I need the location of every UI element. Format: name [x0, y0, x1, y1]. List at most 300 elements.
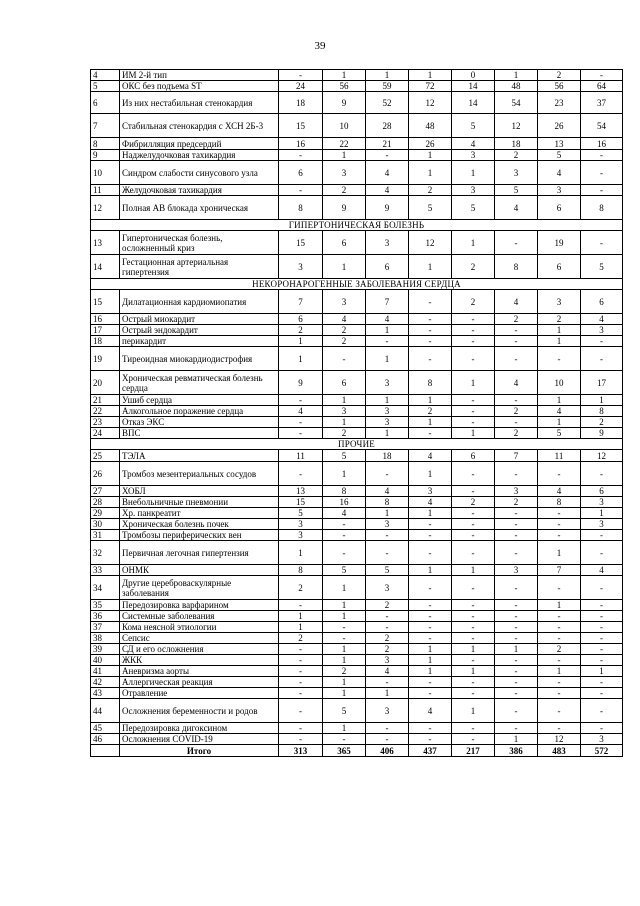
value-cell: 2 [366, 600, 409, 611]
value-cell: - [581, 723, 623, 734]
value-cell: - [279, 185, 323, 196]
table-row [91, 462, 623, 486]
value-cell: 2 [279, 576, 323, 600]
diagnosis-name: Системные заболевания [120, 611, 279, 622]
value-cell: 2 [366, 644, 409, 655]
value-cell: - [581, 699, 623, 723]
value-cell: 5 [323, 565, 366, 576]
value-cell: - [538, 519, 581, 530]
section-title: НЕКОРОНАРОГЕННЫЕ ЗАБОЛЕВАНИЯ СЕРДЦА [91, 279, 623, 290]
total-row [91, 745, 623, 757]
row-number: 23 [91, 417, 120, 428]
value-cell: - [279, 666, 323, 677]
value-cell: 1 [279, 541, 323, 565]
value-cell: - [452, 723, 495, 734]
value-cell: 2 [581, 417, 623, 428]
value-cell: - [323, 633, 366, 644]
value-cell: 1 [366, 428, 409, 439]
value-cell: 3 [366, 655, 409, 666]
value-cell: 1 [323, 395, 366, 406]
value-cell: 16 [581, 138, 623, 150]
section-title: ГИПЕРТОНИЧЕСКАЯ БОЛЕЗНЬ [91, 220, 623, 231]
value-cell: - [495, 655, 538, 666]
value-cell: 4 [366, 314, 409, 325]
value-cell: 3 [323, 161, 366, 185]
value-cell: - [409, 519, 452, 530]
diagnosis-name: Отказ ЭКС [120, 417, 279, 428]
value-cell: 12 [581, 450, 623, 462]
value-cell: - [495, 417, 538, 428]
row-number: 16 [91, 314, 120, 325]
value-cell: 56 [538, 81, 581, 92]
value-cell: - [366, 622, 409, 633]
diagnosis-name: Внебольничные пневмонии [120, 497, 279, 508]
value-cell: 4 [538, 161, 581, 185]
value-cell: - [452, 417, 495, 428]
value-cell: 28 [366, 114, 409, 138]
value-cell: 3 [323, 406, 366, 417]
value-cell: 15 [279, 114, 323, 138]
table-body [91, 70, 623, 757]
value-cell: 5 [409, 196, 452, 220]
value-cell: 217 [452, 745, 495, 757]
value-cell: - [452, 611, 495, 622]
diagnosis-name: Полная АВ блокада хроническая [120, 196, 279, 220]
value-cell: - [538, 462, 581, 486]
value-cell: 3 [581, 734, 623, 745]
diagnosis-name: Отравление [120, 688, 279, 699]
value-cell: - [452, 336, 495, 347]
value-cell: 2 [323, 185, 366, 196]
value-cell: - [495, 541, 538, 565]
value-cell: - [409, 290, 452, 314]
value-cell: 18 [279, 92, 323, 114]
value-cell: - [409, 541, 452, 565]
section-header-row [91, 220, 623, 231]
value-cell: - [279, 699, 323, 723]
value-cell: 3 [323, 290, 366, 314]
diagnosis-name: Стабильная стенокардия с ХСН 2Б-3 [120, 114, 279, 138]
diagnosis-name: ТЭЛА [120, 450, 279, 462]
value-cell: 6 [279, 314, 323, 325]
row-number: 10 [91, 161, 120, 185]
diagnosis-name: Из них нестабильная стенокардия [120, 92, 279, 114]
value-cell: 1 [452, 644, 495, 655]
value-cell: 15 [279, 231, 323, 255]
value-cell: - [581, 70, 623, 81]
value-cell: 56 [323, 81, 366, 92]
table-row [91, 565, 623, 576]
value-cell: - [409, 611, 452, 622]
value-cell: - [409, 622, 452, 633]
value-cell: - [581, 462, 623, 486]
value-cell: 1 [409, 666, 452, 677]
value-cell: 4 [581, 314, 623, 325]
value-cell: - [581, 576, 623, 600]
value-cell: 2 [323, 428, 366, 439]
row-number: 6 [91, 92, 120, 114]
statistics-table [90, 69, 623, 757]
row-number: 9 [91, 150, 120, 161]
value-cell: 1 [323, 688, 366, 699]
value-cell: 1 [323, 462, 366, 486]
table-row [91, 255, 623, 279]
table-row [91, 196, 623, 220]
row-number: 41 [91, 666, 120, 677]
value-cell: 5 [538, 428, 581, 439]
value-cell: 1 [538, 417, 581, 428]
value-cell: - [495, 677, 538, 688]
table-row [91, 541, 623, 565]
value-cell: 2 [538, 70, 581, 81]
value-cell: 1 [409, 395, 452, 406]
diagnosis-name: Осложнения беременности и родов [120, 699, 279, 723]
row-number: 5 [91, 81, 120, 92]
value-cell: 4 [452, 138, 495, 150]
table-row [91, 290, 623, 314]
value-cell: 1 [409, 161, 452, 185]
table-row [91, 633, 623, 644]
value-cell: - [323, 519, 366, 530]
diagnosis-name: Передозировка варфарином [120, 600, 279, 611]
value-cell: 5 [279, 508, 323, 519]
value-cell: - [452, 406, 495, 417]
value-cell: 9 [581, 428, 623, 439]
table-row [91, 114, 623, 138]
row-number: 22 [91, 406, 120, 417]
value-cell: 1 [452, 161, 495, 185]
value-cell: 2 [495, 314, 538, 325]
diagnosis-name: Первичная легочная гипертензия [120, 541, 279, 565]
value-cell: 2 [495, 150, 538, 161]
value-cell: - [452, 395, 495, 406]
value-cell: - [366, 530, 409, 541]
diagnosis-name: Кома неясной этиологии [120, 622, 279, 633]
value-cell: - [409, 600, 452, 611]
value-cell: - [279, 644, 323, 655]
value-cell: 48 [409, 114, 452, 138]
row-number: 21 [91, 395, 120, 406]
value-cell: 1 [409, 565, 452, 576]
diagnosis-name: Хроническая ревматическая болезнь сердца [120, 371, 279, 395]
value-cell: - [366, 462, 409, 486]
value-cell: - [495, 530, 538, 541]
diagnosis-name: Хр. панкреатит [120, 508, 279, 519]
value-cell: 5 [452, 114, 495, 138]
diagnosis-name: Фибрилляция предсердий [120, 138, 279, 150]
value-cell: 64 [581, 81, 623, 92]
value-cell: 1 [538, 325, 581, 336]
value-cell: 2 [495, 406, 538, 417]
row-number: 15 [91, 290, 120, 314]
diagnosis-name: ХОБЛ [120, 486, 279, 497]
table-row [91, 138, 623, 150]
value-cell: 8 [581, 406, 623, 417]
value-cell: - [538, 688, 581, 699]
value-cell: - [452, 462, 495, 486]
value-cell: - [581, 688, 623, 699]
diagnosis-name: Аллергическая реакция [120, 677, 279, 688]
value-cell: 9 [366, 196, 409, 220]
value-cell: 1 [323, 70, 366, 81]
diagnosis-name: ОКС без подъема ST [120, 81, 279, 92]
table-row [91, 508, 623, 519]
value-cell: 2 [538, 314, 581, 325]
value-cell: - [323, 347, 366, 371]
value-cell: - [581, 336, 623, 347]
value-cell: 14 [452, 81, 495, 92]
value-cell: 2 [495, 428, 538, 439]
value-cell: 9 [279, 371, 323, 395]
value-cell: 3 [495, 565, 538, 576]
diagnosis-name: Гестационная артериальная гипертензия [120, 255, 279, 279]
row-number [91, 745, 120, 757]
value-cell: - [495, 688, 538, 699]
value-cell: 8 [279, 196, 323, 220]
value-cell: - [323, 530, 366, 541]
value-cell: 4 [538, 406, 581, 417]
table-row [91, 666, 623, 677]
value-cell: 386 [495, 745, 538, 757]
value-cell: 3 [366, 699, 409, 723]
value-cell: 1 [452, 666, 495, 677]
value-cell: 1 [323, 600, 366, 611]
value-cell: - [452, 347, 495, 371]
value-cell: 8 [366, 497, 409, 508]
value-cell: - [409, 723, 452, 734]
row-number: 42 [91, 677, 120, 688]
value-cell: 10 [538, 371, 581, 395]
value-cell: 4 [279, 406, 323, 417]
table-row [91, 677, 623, 688]
value-cell: 3 [366, 576, 409, 600]
diagnosis-name: Алкогольное поражение сердца [120, 406, 279, 417]
value-cell: 59 [366, 81, 409, 92]
value-cell: - [366, 611, 409, 622]
value-cell: - [581, 677, 623, 688]
value-cell: 5 [323, 699, 366, 723]
row-number: 14 [91, 255, 120, 279]
row-number: 17 [91, 325, 120, 336]
table-row [91, 428, 623, 439]
value-cell: 5 [452, 196, 495, 220]
value-cell: - [452, 486, 495, 497]
table-row [91, 576, 623, 600]
table-row [91, 655, 623, 666]
value-cell: 37 [581, 92, 623, 114]
value-cell: 2 [538, 644, 581, 655]
value-cell: - [538, 699, 581, 723]
diagnosis-name: Итого [120, 745, 279, 757]
value-cell: - [495, 519, 538, 530]
row-number: 31 [91, 530, 120, 541]
value-cell: 13 [279, 486, 323, 497]
value-cell: 18 [366, 450, 409, 462]
value-cell: 11 [538, 450, 581, 462]
value-cell: 1 [538, 666, 581, 677]
value-cell: - [581, 633, 623, 644]
value-cell: - [581, 185, 623, 196]
value-cell: 1 [538, 395, 581, 406]
value-cell: 6 [452, 450, 495, 462]
row-number: 38 [91, 633, 120, 644]
value-cell: 3 [366, 417, 409, 428]
table-row [91, 734, 623, 745]
value-cell: - [495, 462, 538, 486]
value-cell: 1 [409, 417, 452, 428]
value-cell: - [538, 677, 581, 688]
value-cell: 4 [323, 314, 366, 325]
value-cell: 8 [581, 196, 623, 220]
value-cell: 2 [323, 325, 366, 336]
row-number: 4 [91, 70, 120, 81]
table-row [91, 92, 623, 114]
value-cell: 1 [581, 508, 623, 519]
row-number: 30 [91, 519, 120, 530]
diagnosis-name: Хроническая болезнь почек [120, 519, 279, 530]
value-cell: 5 [581, 255, 623, 279]
value-cell: - [495, 325, 538, 336]
value-cell: - [495, 347, 538, 371]
value-cell: 1 [366, 70, 409, 81]
value-cell: 4 [366, 185, 409, 196]
table-row [91, 600, 623, 611]
value-cell: - [581, 150, 623, 161]
value-cell: 5 [538, 150, 581, 161]
value-cell: 11 [279, 450, 323, 462]
value-cell: 5 [495, 185, 538, 196]
value-cell: - [409, 688, 452, 699]
section-header-row [91, 439, 623, 450]
diagnosis-name: Желудочковая тахикардия [120, 185, 279, 196]
diagnosis-name: Тиреоидная миокардиодистрофия [120, 347, 279, 371]
value-cell: 1 [581, 395, 623, 406]
value-cell: 2 [409, 185, 452, 196]
value-cell: 17 [581, 371, 623, 395]
row-number: 19 [91, 347, 120, 371]
value-cell: 8 [538, 497, 581, 508]
value-cell: - [495, 699, 538, 723]
value-cell: 5 [323, 450, 366, 462]
row-number: 20 [91, 371, 120, 395]
value-cell: 1 [279, 611, 323, 622]
row-number: 45 [91, 723, 120, 734]
value-cell: 1 [538, 541, 581, 565]
value-cell: 1 [323, 644, 366, 655]
value-cell: 4 [538, 486, 581, 497]
diagnosis-name: Острый эндокардит [120, 325, 279, 336]
value-cell: 1 [366, 688, 409, 699]
value-cell: - [323, 734, 366, 745]
diagnosis-name: ОНМК [120, 565, 279, 576]
row-number: 26 [91, 462, 120, 486]
value-cell: - [495, 622, 538, 633]
value-cell: 2 [323, 666, 366, 677]
row-number: 7 [91, 114, 120, 138]
value-cell: 5 [366, 565, 409, 576]
diagnosis-name: Тромбоз мезентериальных сосудов [120, 462, 279, 486]
table-row [91, 699, 623, 723]
value-cell: 48 [495, 81, 538, 92]
value-cell: - [279, 428, 323, 439]
value-cell: 21 [366, 138, 409, 150]
table-row [91, 450, 623, 462]
table-row [91, 406, 623, 417]
table-row [91, 185, 623, 196]
value-cell: - [452, 633, 495, 644]
value-cell: - [409, 576, 452, 600]
value-cell: 1 [495, 644, 538, 655]
value-cell: - [279, 417, 323, 428]
table-row [91, 347, 623, 371]
value-cell: - [538, 508, 581, 519]
value-cell: 8 [323, 486, 366, 497]
value-cell: 1 [323, 255, 366, 279]
value-cell: 1 [323, 611, 366, 622]
diagnosis-name: перикардит [120, 336, 279, 347]
value-cell: - [581, 622, 623, 633]
value-cell: - [495, 633, 538, 644]
value-cell: 8 [409, 371, 452, 395]
page-number: 39 [314, 40, 326, 52]
value-cell: - [538, 633, 581, 644]
value-cell: 1 [581, 666, 623, 677]
row-number: 12 [91, 196, 120, 220]
value-cell: 12 [409, 231, 452, 255]
value-cell: 9 [323, 196, 366, 220]
value-cell: 2 [452, 497, 495, 508]
table-row [91, 622, 623, 633]
value-cell: - [452, 688, 495, 699]
value-cell: - [581, 530, 623, 541]
value-cell: 6 [323, 231, 366, 255]
value-cell: 12 [495, 114, 538, 138]
diagnosis-name: Сепсис [120, 633, 279, 644]
value-cell: 1 [495, 70, 538, 81]
value-cell: 1 [279, 347, 323, 371]
table-row [91, 161, 623, 185]
table-row [91, 81, 623, 92]
value-cell: - [538, 611, 581, 622]
value-cell: 3 [279, 530, 323, 541]
value-cell: - [409, 530, 452, 541]
table-row [91, 723, 623, 734]
value-cell: - [452, 655, 495, 666]
value-cell: 1 [366, 508, 409, 519]
value-cell: 2 [495, 497, 538, 508]
row-number: 40 [91, 655, 120, 666]
value-cell: 1 [279, 622, 323, 633]
table-row [91, 70, 623, 81]
value-cell: 3 [366, 519, 409, 530]
value-cell: - [581, 644, 623, 655]
value-cell: - [323, 622, 366, 633]
value-cell: 0 [452, 70, 495, 81]
value-cell: 6 [538, 255, 581, 279]
table-row [91, 688, 623, 699]
value-cell: 14 [452, 92, 495, 114]
value-cell: 10 [323, 114, 366, 138]
diagnosis-name: Дилатационная кардиомиопатия [120, 290, 279, 314]
value-cell: 9 [323, 92, 366, 114]
value-cell: 1 [452, 565, 495, 576]
value-cell: - [538, 530, 581, 541]
value-cell: 4 [409, 450, 452, 462]
value-cell: 2 [452, 255, 495, 279]
value-cell: 406 [366, 745, 409, 757]
value-cell: - [279, 688, 323, 699]
value-cell: 7 [279, 290, 323, 314]
